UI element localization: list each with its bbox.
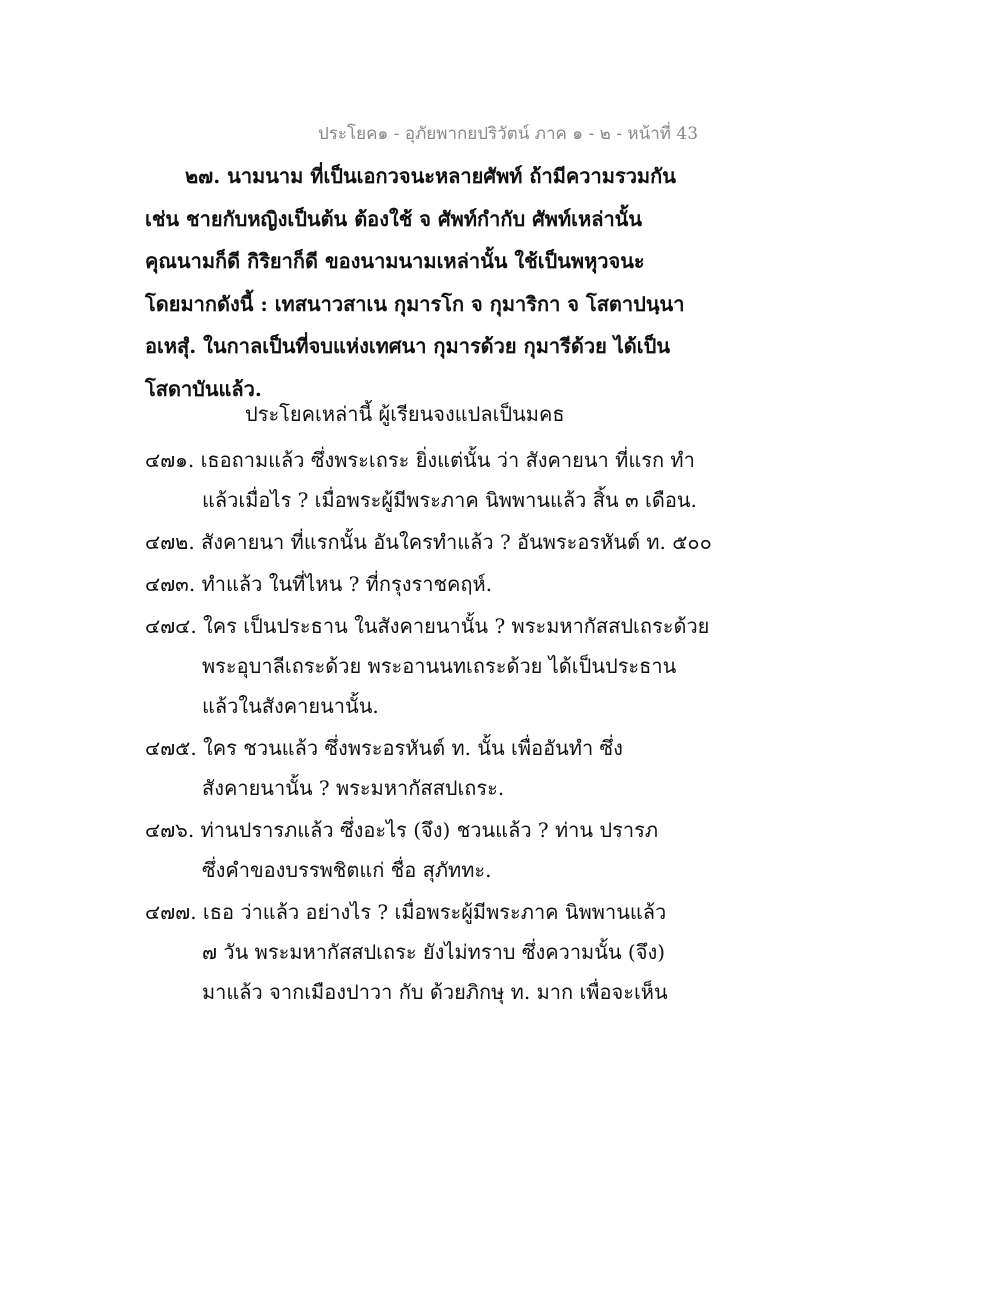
exercise-line: ๔๗๓. ทำแล้ว ในที่ไหน ? ที่กรุงราชคฤห์. [145, 572, 493, 596]
exercise-line: แล้วในสังคายนานั้น. [202, 694, 379, 718]
exercise-473 [145, 564, 745, 604]
exercise-471 [145, 440, 745, 520]
exercise-line: แล้วเมื่อไร ? เมื่อพระผู้มีพระภาค นิพพานแล้ว สิ้น ๓ เดือน. [202, 488, 697, 512]
exercise-line: ๔๗๖. ท่านปรารภแล้ว ซึ่งอะไร (จึง) ชวนแล้ว ? ท่าน ปรารภ [145, 818, 659, 842]
rule-line: คุณนามก็ดี กิริยาก็ดี ของนามนามเหล่านั้น ใช้เป็นพหุวจนะ [145, 249, 645, 273]
exercise-line: ๔๗๕. ใคร ชวนแล้ว ซึ่งพระอรหันต์ ท. นั้น เพื่ออันทำ ซึ่ง [145, 736, 623, 760]
exercise-instruction: ประโยคเหล่านี้ ผู้เรียนจงแปลเป็นมคธ [245, 402, 565, 426]
exercise-line: สังคายนานั้น ? พระมหากัสสปเถระ. [202, 776, 505, 800]
rule-line: ๒๗. นามนาม ที่เป็นเอกวจนะหลายศัพท์ ถ้ามีความรวมกัน [185, 164, 676, 188]
exercise-list [145, 440, 745, 1014]
rule-line: โดยมากดังนี้ : เทสนาวสาเน กุมารโก จ กุมาริกา จ โสตาปนฺนา [145, 291, 685, 316]
exercise-line: ๔๗๗. เธอ ว่าแล้ว อย่างไร ? เมื่อพระผู้มีพระภาค นิพพานแล้ว [145, 900, 667, 924]
exercise-line: ๗ วัน พระมหากัสสปเถระ ยังไม่ทราบ ซึ่งความนั้น (จึง) [202, 940, 666, 964]
exercise-472 [145, 522, 745, 562]
exercise-476 [145, 810, 745, 890]
exercise-475 [145, 728, 745, 808]
exercise-line: ๔๗๑. เธอถามแล้ว ซึ่งพระเถระ ยิ่งแต่นั้น ว่า สังคายนา ที่แรก ทำ [145, 448, 695, 472]
exercise-line: ซึ่งคำของบรรพชิตแก่ ชื่อ สุภัททะ. [202, 858, 492, 882]
page-header: ประโยค๑ - อุภัยพากยปริวัตน์ ภาค ๑ - ๒ - หน้าที่ 43 [318, 124, 699, 144]
exercise-line: มาแล้ว จากเมืองปาวา กับ ด้วยภิกษุ ท. มาก เพื่อจะเห็น [202, 980, 668, 1004]
exercise-474 [145, 606, 745, 726]
rule-line: อเหสุํ. ในกาลเป็นที่จบแห่งเทศนา กุมารด้วย กุมารีด้วย ได้เป็น [145, 334, 670, 358]
rule-line: โสดาบันแล้ว. [145, 376, 262, 401]
exercise-line: พระอุบาลีเถระด้วย พระอานนทเถระด้วย ได้เป็นประธาน [202, 654, 677, 678]
exercise-line: ๔๗๔. ใคร เป็นประธาน ในสังคายนานั้น ? พระมหากัสสปเถระด้วย [145, 614, 710, 638]
grammar-rule [145, 155, 705, 410]
rule-line: เช่น ชายกับหญิงเป็นต้น ต้องใช้ จ ศัพท์กำกับ ศัพท์เหล่านั้น [145, 206, 643, 231]
exercise-line: ๔๗๒. สังคายนา ที่แรกนั้น อันใครทำแล้ว ? อันพระอรหันต์ ท. ๕๐๐ [145, 530, 712, 554]
exercise-477 [145, 892, 745, 1012]
